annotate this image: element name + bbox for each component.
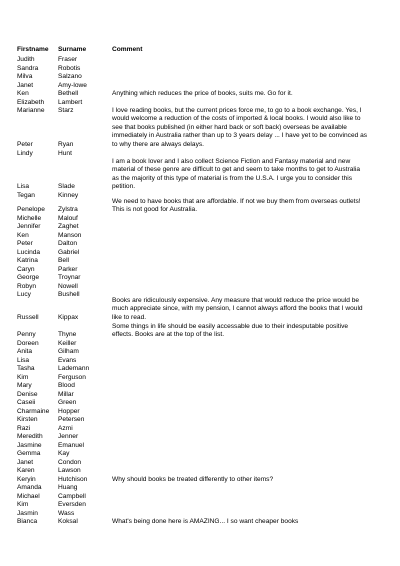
surname-cell: Starz bbox=[58, 107, 74, 114]
comment-text: What's being done here is AMAZING... I so want cheaper books bbox=[112, 518, 299, 525]
surname-cell: Emanuel bbox=[58, 441, 85, 449]
firstname-cell: Elizabeth bbox=[17, 98, 45, 106]
table-row bbox=[0, 459, 400, 467]
surname-cell: Keiller bbox=[58, 339, 77, 347]
comment-text: Some things in life should be easily accessable due to their indesputable positive effects. Books are at the top of the list. bbox=[112, 322, 349, 338]
surname-cell: Hutchison bbox=[58, 475, 88, 483]
surname-cell: Blood bbox=[58, 382, 75, 389]
firstname-cell: Janet bbox=[17, 458, 34, 466]
firstname-cell: Janet bbox=[17, 81, 34, 89]
surname-cell: Robotis bbox=[58, 64, 81, 72]
table-row bbox=[0, 374, 400, 382]
surname-cell: Condon bbox=[58, 458, 82, 466]
table-row bbox=[0, 232, 400, 240]
surname-cell: Eversden bbox=[58, 501, 86, 508]
surname-cell: Nowell bbox=[58, 282, 78, 290]
firstname-cell: Caseii bbox=[17, 399, 36, 406]
table-row bbox=[0, 82, 400, 90]
table-row bbox=[0, 408, 400, 416]
firstname-cell: Jasmin bbox=[17, 509, 38, 517]
surname-cell: Parker bbox=[58, 265, 78, 273]
table-row bbox=[0, 493, 400, 501]
table-row bbox=[0, 399, 400, 407]
surname-cell: Millar bbox=[58, 390, 74, 398]
surname-cell: Campbell bbox=[58, 492, 86, 500]
header-surname: Surname bbox=[58, 46, 87, 53]
firstname-cell: Meredith bbox=[17, 433, 43, 440]
firstname-cell: Katrina bbox=[17, 257, 38, 264]
firstname-cell: Amanda bbox=[17, 484, 42, 491]
firstname-cell: Kim bbox=[17, 501, 29, 508]
firstname-cell: Lisa bbox=[17, 356, 30, 364]
firstname-cell: Anita bbox=[17, 348, 33, 355]
firstname-cell: Lucinda bbox=[17, 248, 41, 256]
header-firstname: Firstname bbox=[17, 46, 49, 53]
comment-text: I love reading books, but the current prices force me, to go to a book exchange. Yes, I would welcome a reduction of the costs of imported & local books. I would also like to see that books published (in either hard back or soft back) overseas be available immediately in Australia rather than up to 3 years delay ... I have yet to be convinced as to why there are always delays. bbox=[112, 107, 368, 148]
firstname-cell: Karen bbox=[17, 467, 35, 474]
surname-cell: Jenner bbox=[58, 433, 79, 440]
table-row bbox=[0, 348, 400, 356]
table-row bbox=[0, 357, 400, 365]
table-row bbox=[0, 467, 400, 475]
firstname-cell: Lucy bbox=[17, 291, 31, 298]
surname-cell: Amy-lowe bbox=[58, 81, 87, 89]
surname-cell: Manson bbox=[58, 231, 82, 239]
table-row bbox=[0, 450, 400, 458]
comment-text: Anything which reduces the price of books, suits me. Go for it. bbox=[112, 90, 293, 97]
table-row bbox=[0, 73, 400, 81]
surname-cell: Wass bbox=[58, 509, 75, 517]
surname-cell: Kippax bbox=[58, 314, 79, 321]
table-row bbox=[0, 56, 400, 64]
firstname-cell: Jennifer bbox=[17, 223, 41, 230]
surname-cell: Evans bbox=[58, 356, 77, 364]
firstname-cell: Sandra bbox=[17, 64, 39, 72]
firstname-cell: Razi bbox=[17, 424, 31, 432]
table-row bbox=[0, 484, 400, 492]
surname-cell: Gabriel bbox=[58, 248, 80, 256]
comment-text: I am a book lover and I also collect Science Fiction and Fantasy material and new material of these genre are difficult to get and seem to take months to get to Australia as the majority of this type of material is from the U.S.A. I urge you to consider this petition. bbox=[112, 158, 361, 191]
surname-cell: Gilham bbox=[58, 348, 79, 355]
firstname-cell: Caryn bbox=[17, 265, 35, 273]
surname-cell: Azmi bbox=[58, 424, 73, 432]
table-row bbox=[0, 365, 400, 373]
surname-cell: Malouf bbox=[58, 214, 78, 222]
firstname-cell: Michelle bbox=[17, 214, 42, 222]
table-row bbox=[0, 215, 400, 223]
firstname-cell: Lisa bbox=[17, 183, 30, 190]
table-row bbox=[0, 340, 400, 348]
table-row bbox=[0, 416, 400, 424]
table-row bbox=[0, 274, 400, 282]
firstname-cell: Lindy bbox=[17, 149, 33, 157]
table-row bbox=[0, 257, 400, 265]
firstname-cell: Milva bbox=[17, 73, 33, 80]
firstname-cell: Ken bbox=[17, 90, 29, 97]
surname-cell: Thyne bbox=[58, 331, 77, 338]
surname-cell: Troynar bbox=[58, 274, 81, 281]
firstname-cell: Michael bbox=[17, 492, 40, 500]
firstname-cell: Kim bbox=[17, 373, 29, 381]
surname-cell: Petersen bbox=[58, 416, 85, 423]
firstname-cell: Keryin bbox=[17, 475, 36, 483]
surname-cell: Zaghet bbox=[58, 223, 79, 230]
surname-cell: Bethell bbox=[58, 90, 79, 97]
table-row bbox=[0, 501, 400, 509]
firstname-cell: Denise bbox=[17, 390, 38, 398]
table-row bbox=[0, 249, 400, 257]
surname-cell: Ferguson bbox=[58, 373, 86, 381]
table-row bbox=[0, 510, 400, 518]
surname-cell: Kinney bbox=[58, 191, 79, 199]
surname-cell: Zylstra bbox=[58, 206, 78, 213]
surname-cell: Fraser bbox=[58, 56, 78, 63]
surname-cell: Dalton bbox=[58, 240, 78, 247]
table-row bbox=[0, 391, 400, 399]
surname-cell: Green bbox=[58, 399, 77, 406]
surname-cell: Huang bbox=[58, 484, 78, 491]
surname-cell: Koksal bbox=[58, 518, 78, 525]
surname-cell: Hopper bbox=[58, 407, 80, 415]
firstname-cell: Marianne bbox=[17, 107, 45, 114]
table-row bbox=[0, 266, 400, 274]
surname-cell: Hunt bbox=[58, 149, 72, 157]
firstname-cell: Penny bbox=[17, 331, 36, 338]
firstname-cell: Kirsten bbox=[17, 416, 38, 423]
table-row bbox=[0, 382, 400, 390]
comment-text: We need to have books that are affordable. If not we buy them from overseas outlets! This is not good for Australia. bbox=[112, 197, 361, 213]
firstname-cell: Tegan bbox=[17, 191, 35, 199]
comment-text: Books are ridiculously expensive. Any measure that would reduce the price would be much appreciate since, with my pension, I cannot always afford the books that I would like to read. bbox=[112, 297, 363, 321]
surname-cell: Kay bbox=[58, 450, 70, 457]
header-comment: Comment bbox=[112, 46, 143, 53]
table-row bbox=[0, 425, 400, 433]
surname-cell: Bushell bbox=[58, 291, 80, 298]
comment-text: Why should books be treated differently to other items? bbox=[112, 475, 274, 483]
table-row bbox=[0, 99, 400, 107]
firstname-cell: Doreen bbox=[17, 339, 39, 347]
table-row bbox=[0, 240, 400, 248]
surname-cell: Lambert bbox=[58, 98, 83, 106]
firstname-cell: Peter bbox=[17, 240, 33, 247]
firstname-cell: Judith bbox=[17, 56, 35, 63]
firstname-cell: Mary bbox=[17, 382, 32, 389]
firstname-cell: Penelope bbox=[17, 206, 45, 213]
table-row bbox=[0, 65, 400, 73]
firstname-cell: Bianca bbox=[17, 518, 38, 525]
firstname-cell: Charmaine bbox=[17, 407, 50, 415]
firstname-cell: Tasha bbox=[17, 365, 35, 372]
firstname-cell: Gemma bbox=[17, 450, 41, 457]
surname-cell: Lawson bbox=[58, 467, 81, 474]
surname-cell: Bell bbox=[58, 257, 69, 264]
firstname-cell: Russell bbox=[17, 314, 39, 321]
table-row bbox=[0, 223, 400, 231]
table-row bbox=[0, 150, 400, 158]
firstname-cell: Robyn bbox=[17, 282, 37, 290]
firstname-cell: George bbox=[17, 274, 39, 281]
table-row bbox=[0, 442, 400, 450]
surname-cell: Lademann bbox=[58, 365, 90, 372]
firstname-cell: Ken bbox=[17, 231, 29, 239]
firstname-cell: Peter bbox=[17, 141, 33, 148]
table-row bbox=[0, 433, 400, 441]
surname-cell: Ryan bbox=[58, 141, 74, 148]
surname-cell: Slade bbox=[58, 183, 75, 190]
firstname-cell: Jasmine bbox=[17, 441, 42, 449]
surname-cell: Salzano bbox=[58, 73, 82, 80]
table-row bbox=[0, 283, 400, 291]
